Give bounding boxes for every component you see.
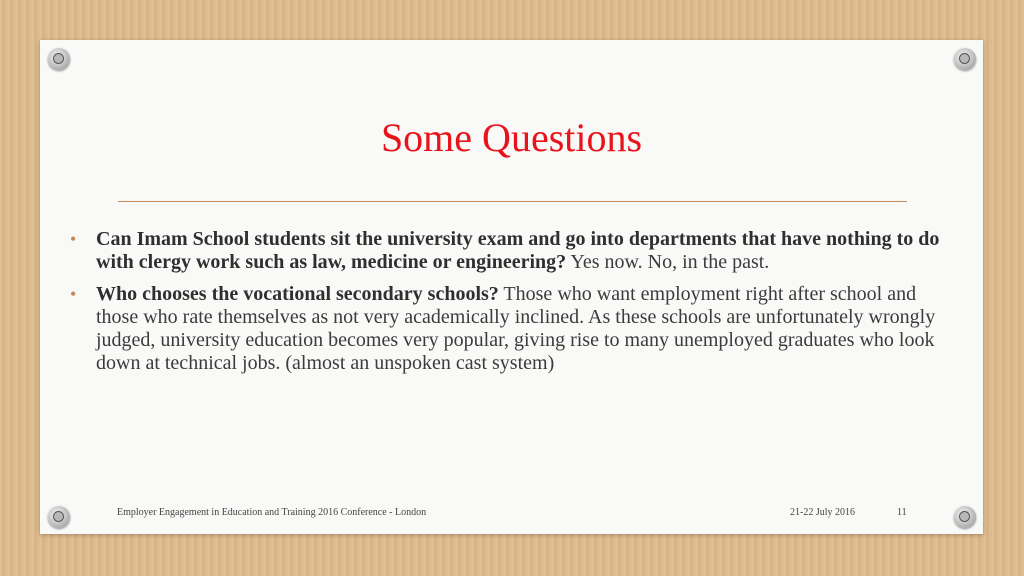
bullet-answer: Those who want employment right after school and those who rate themselves as not very academically inclined. As these schools are unfortunately wrongly judged, university education becomes very popular, giving rise to many unemployed graduates who look down at technical jobs. (almost an unspoken cast system) — [96, 283, 936, 374]
bullet-question: Can Imam School students sit the university exam and go into departments that have nothing to do with clergy work such as law, medicine or engineering? — [96, 228, 940, 273]
bullet-question: Who chooses the vocational secondary schools? — [96, 283, 499, 305]
bullet-list — [70, 228, 950, 384]
title-divider — [118, 201, 907, 202]
slide-title: Some Questions — [380, 115, 643, 160]
bullet-answer: Yes now. No, in the past. — [566, 251, 770, 273]
pin-icon — [954, 506, 976, 528]
pin-icon — [48, 506, 70, 528]
footer-date: 21-22 July 2016 — [790, 507, 855, 518]
page-number: 11 — [897, 507, 907, 518]
pin-icon — [48, 48, 70, 70]
bullet-icon: • — [70, 229, 77, 249]
pin-icon — [954, 48, 976, 70]
bullet-icon: • — [70, 284, 77, 304]
bullet-item — [70, 228, 950, 274]
footer-text: Employer Engagement in Education and Training 2016 Conference - London — [117, 507, 427, 518]
bullet-item — [70, 283, 950, 375]
